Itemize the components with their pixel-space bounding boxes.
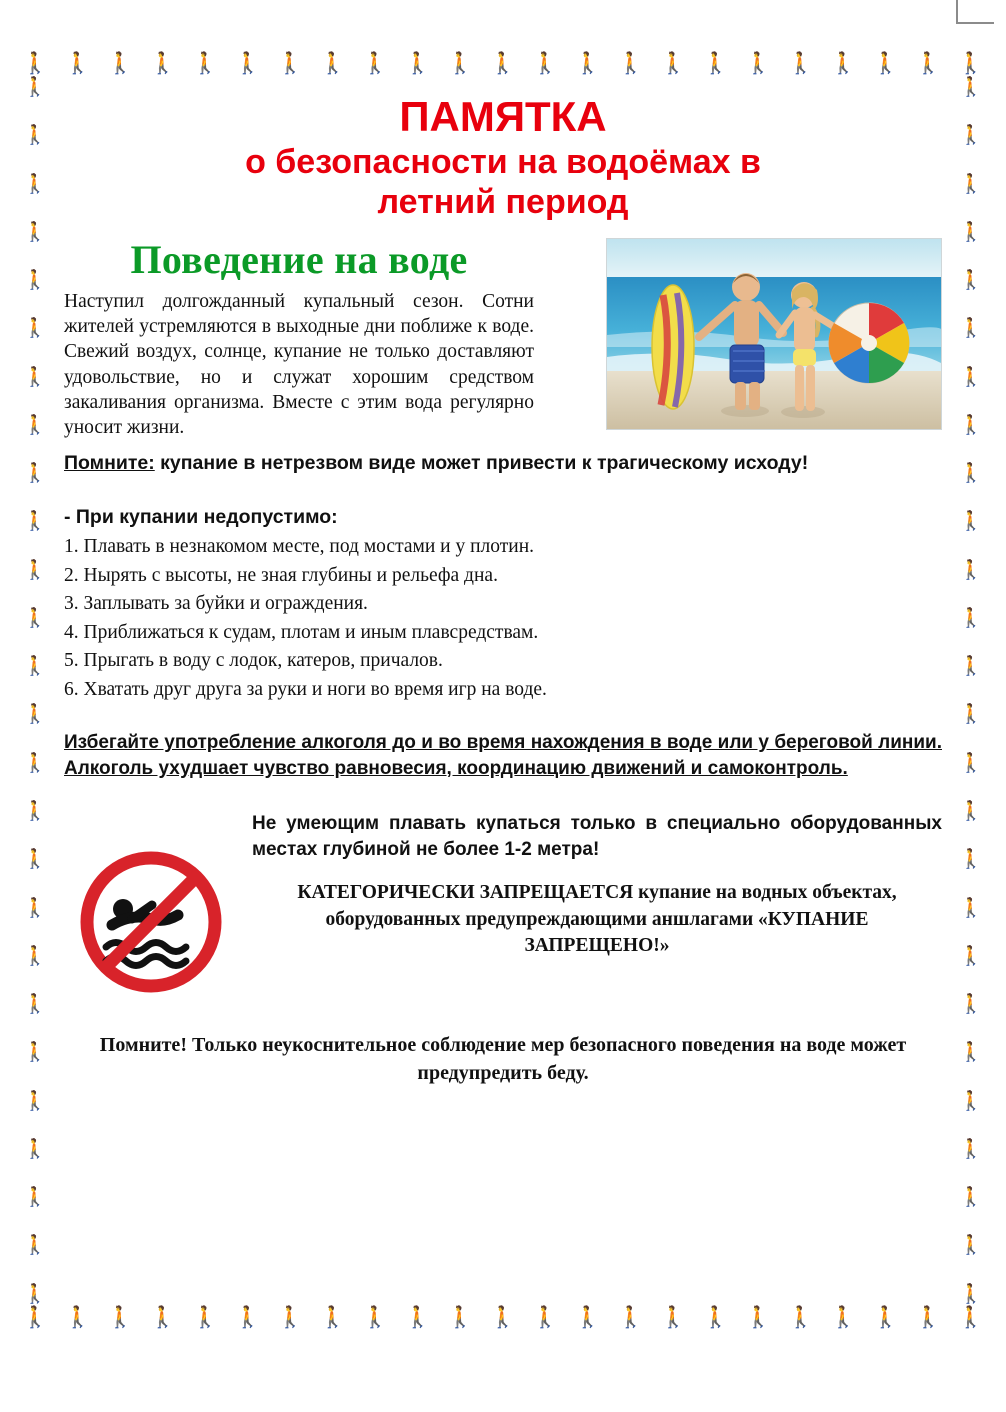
border-person-icon: 🚶 [959, 462, 983, 485]
list-item: 3. Заплывать за буйки и ограждения. [64, 593, 368, 615]
border-person-icon: 🚶 [959, 896, 983, 919]
border-person-icon: 🚶 [959, 1041, 983, 1064]
border-person-icon: 🚶 [23, 462, 47, 485]
page-corner-mark [956, 0, 994, 24]
lead-paragraph: Наступил долгожданный купальный сезон. Сотни жителей устремляются в выходные дни поближе к воде. Свежий воздух, солнце, купание не только доставляют удовольствие, но и служат хорошим средством закаливания организма. Вместе с этим вода регулярно уносит жизни. [64, 290, 534, 439]
decorative-border-top [22, 48, 984, 78]
border-person-icon: 🚶 [872, 50, 899, 75]
shallow-water-paragraph: Не умеющим плавать купаться только в специально оборудованных местах глубиной не более 1-2 метра! [252, 813, 942, 860]
border-person-icon: 🚶 [234, 50, 261, 75]
list-item: 2. Нырять с высоты, не зная глубины и рельефа дна. [64, 564, 498, 586]
border-person-icon: 🚶 [23, 944, 47, 967]
border-person-icon: 🚶 [959, 76, 983, 98]
title-line-3: летний период [377, 182, 629, 221]
footer-note: Помните! Только неукоснительное соблюдение мер безопасного поведения на воде может предупредить беду. [99, 1034, 907, 1085]
border-person-icon: 🚶 [23, 220, 47, 243]
border-person-icon: 🚶 [959, 993, 983, 1016]
border-person-icon: 🚶 [574, 1304, 602, 1329]
remember-text: купание в нетрезвом виде может привести к трагическому исходу! [154, 451, 809, 474]
border-person-icon: 🚶 [23, 317, 47, 340]
border-person-icon: 🚶 [959, 124, 983, 147]
border-person-icon: 🚶 [532, 50, 559, 75]
border-person-icon: 🚶 [745, 50, 772, 75]
decorative-border-right [956, 78, 986, 1304]
border-person-icon: 🚶 [319, 1304, 346, 1329]
alcohol-warning: Избегайте употребление алкоголя до и во время нахождения в воде или у береговой линии. Алкоголь ухудшает чувство равновесия, координацию движений и самоконтроль. [64, 732, 942, 779]
border-person-icon: 🚶 [23, 558, 47, 581]
border-person-icon: 🚶 [277, 50, 304, 75]
border-person-icon: 🚶 [23, 1041, 47, 1064]
border-person-icon: 🚶 [959, 172, 983, 195]
title-line-1: ПАМЯТКА [399, 93, 607, 140]
prohibition-rest: купание на водных объектах, оборудованных предупреждающими аншлагами «КУПАНИЕ ЗАПРЕЩЕНО!» [325, 881, 897, 957]
border-person-icon: 🚶 [959, 558, 983, 581]
list-item: 5. Прыгать в воду с лодок, катеров, причалов. [64, 650, 443, 672]
prohibition-paragraph [252, 880, 942, 960]
border-person-icon: 🚶 [489, 1304, 516, 1329]
border-person-icon: 🚶 [532, 1304, 559, 1329]
border-person-icon: 🚶 [23, 655, 47, 678]
border-person-icon: 🚶 [959, 606, 983, 629]
remember-paragraph [64, 451, 942, 477]
border-person-icon: 🚶 [959, 703, 983, 726]
poster-content [64, 92, 942, 1087]
border-person-icon: 🚶 [702, 1304, 729, 1329]
border-person-icon: 🚶 [959, 751, 983, 774]
border-person-icon: 🚶 [915, 50, 942, 75]
list-item: 4. Приближаться к судам, плотам и иным плавсредствам. [64, 621, 539, 643]
border-person-icon: 🚶 [23, 799, 47, 822]
border-person-icon: 🚶 [319, 50, 346, 75]
beach-photo [606, 238, 942, 430]
border-person-icon: 🚶 [447, 50, 474, 75]
border-person-icon: 🚶 [489, 50, 516, 75]
border-person-icon: 🚶 [23, 993, 47, 1016]
border-person-icon: 🚶 [23, 1234, 47, 1257]
border-person-icon: 🚶 [23, 1186, 47, 1209]
border-person-icon: 🚶 [149, 50, 176, 75]
border-person-icon: 🚶 [959, 269, 983, 292]
border-person-icon: 🚶 [872, 1304, 899, 1329]
border-person-icon: 🚶 [957, 1304, 984, 1329]
border-person-icon: 🚶 [23, 172, 47, 195]
border-person-icon: 🚶 [23, 269, 47, 292]
list-item: 1. Плавать в незнакомом месте, под мостами и у плотин. [64, 536, 534, 558]
prohibition-strong: КАТЕГОРИЧЕСКИ ЗАПРЕЩАЕТСЯ [297, 881, 634, 903]
border-person-icon: 🚶 [23, 848, 47, 871]
border-person-icon: 🚶 [959, 799, 983, 822]
border-person-icon: 🚶 [787, 1304, 814, 1329]
title-line-2: о безопасности на водоёмах в [245, 142, 761, 181]
border-person-icon: 🚶 [659, 1304, 687, 1329]
border-person-icon: 🚶 [915, 1304, 942, 1329]
border-person-icon: 🚶 [23, 1089, 47, 1112]
border-person-icon: 🚶 [23, 510, 47, 533]
section-title: Поведение на воде [130, 236, 468, 282]
border-person-icon: 🚶 [23, 751, 47, 774]
border-person-icon: 🚶 [23, 365, 47, 388]
border-person-icon: 🚶 [362, 1304, 389, 1329]
remember-label: Помните: [64, 451, 155, 474]
border-person-icon: 🚶 [23, 124, 47, 147]
border-person-icon: 🚶 [959, 510, 983, 533]
border-person-icon: 🚶 [107, 50, 134, 75]
border-person-icon: 🚶 [959, 944, 983, 967]
border-person-icon: 🚶 [149, 1304, 176, 1329]
border-person-icon: 🚶 [617, 50, 644, 75]
border-person-icon: 🚶 [277, 1304, 304, 1329]
border-person-icon: 🚶 [617, 1304, 644, 1329]
border-person-icon: 🚶 [362, 50, 389, 75]
border-person-icon: 🚶 [404, 1304, 431, 1329]
border-person-icon: 🚶 [64, 50, 91, 75]
border-person-icon: 🚶 [23, 896, 47, 919]
border-person-icon: 🚶 [404, 50, 431, 75]
border-person-icon: 🚶 [702, 50, 729, 75]
border-person-icon: 🚶 [23, 76, 47, 98]
border-person-icon: 🚶 [959, 655, 983, 678]
decorative-border-bottom [22, 1302, 984, 1332]
border-person-icon: 🚶 [745, 1304, 772, 1329]
border-person-icon: 🚶 [959, 1186, 983, 1209]
border-person-icon: 🚶 [23, 1137, 47, 1160]
border-person-icon: 🚶 [234, 1304, 261, 1329]
border-person-icon: 🚶 [192, 1304, 219, 1329]
border-person-icon: 🚶 [787, 50, 814, 75]
no-swimming-text [252, 811, 942, 959]
border-person-icon: 🚶 [659, 50, 687, 75]
border-person-icon: 🚶 [959, 220, 983, 243]
border-person-icon: 🚶 [959, 317, 983, 340]
border-person-icon: 🚶 [23, 1282, 47, 1305]
border-person-icon: 🚶 [959, 1234, 983, 1257]
border-person-icon: 🚶 [107, 1304, 134, 1329]
rules-heading: - При купании недопустимо: [64, 506, 338, 529]
page-title [64, 92, 942, 222]
border-person-icon: 🚶 [64, 1304, 91, 1329]
border-person-icon: 🚶 [23, 413, 47, 436]
border-person-icon: 🚶 [959, 413, 983, 436]
border-person-icon: 🚶 [23, 703, 47, 726]
border-person-icon: 🚶 [959, 1137, 983, 1160]
border-person-icon: 🚶 [830, 50, 857, 75]
border-person-icon: 🚶 [22, 50, 49, 75]
list-item: 6. Хватать друг друга за руки и ноги во время игр на воде. [64, 678, 547, 700]
border-person-icon: 🚶 [22, 1304, 49, 1329]
hero-section [64, 238, 942, 441]
border-person-icon: 🚶 [959, 848, 983, 871]
border-person-icon: 🚶 [574, 50, 602, 75]
rules-list [64, 533, 942, 704]
border-person-icon: 🚶 [447, 1304, 474, 1329]
border-person-icon: 🚶 [192, 50, 219, 75]
border-person-icon: 🚶 [23, 606, 47, 629]
border-person-icon: 🚶 [959, 1089, 983, 1112]
no-swimming-block [64, 811, 942, 991]
border-person-icon: 🚶 [957, 50, 984, 75]
border-person-icon: 🚶 [959, 1282, 983, 1305]
decorative-border-left [20, 78, 50, 1304]
border-person-icon: 🚶 [959, 365, 983, 388]
no-swimming-icon [76, 847, 226, 997]
border-person-icon: 🚶 [830, 1304, 857, 1329]
